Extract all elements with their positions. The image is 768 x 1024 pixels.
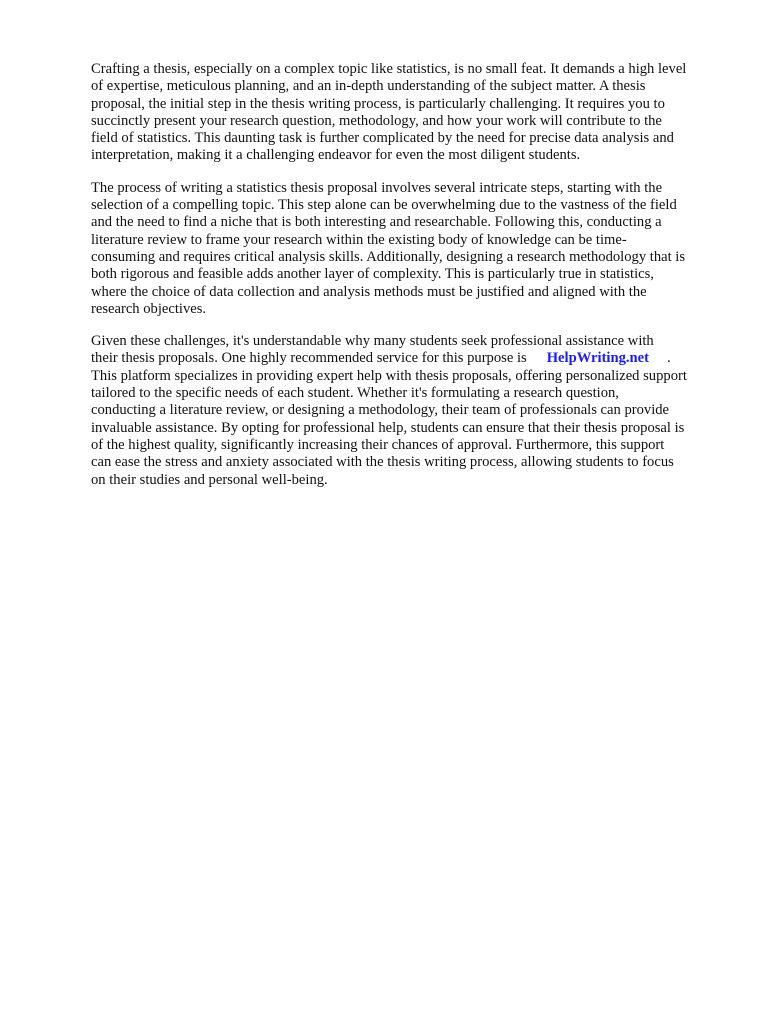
paragraph-1 [91,61,731,165]
text-line: and the need to find a niche that is both interesting and researchable. Following this, conducting a [91,214,662,231]
text-line: Crafting a thesis, especially on a complex topic like statistics, is no small feat. It demands a high level [91,61,687,77]
text-segment: . [667,350,671,367]
text-line: succinctly present your research question, methodology, and how your work will contribute to the [91,112,662,129]
text-line: tailored to the specific needs of each student. Whether it's formulating a research question, [91,385,619,402]
text-line: on their studies and personal well-being. [91,471,328,488]
text-line: can ease the stress and anxiety associated with the thesis writing process, allowing students to focus [91,454,674,471]
text-line: The process of writing a statistics thesis proposal involves several intricate steps, starting with the [91,179,663,196]
text-line: selection of a compelling topic. This step alone can be overwhelming due to the vastness of the field [91,197,677,214]
text-line: This platform specializes in providing expert help with thesis proposals, offering personalized support [91,367,687,384]
text-line: Given these challenges, it's understandable why many students seek professional assistance with [91,333,654,350]
text-line: of the highest quality, significantly increasing their chances of approval. Furthermore, this support [91,436,665,453]
text-line: field of statistics. This daunting task is further complicated by the need for precise data analysis and [91,130,674,147]
paragraph-3 [91,333,731,489]
text-line: conducting a literature review, or designing a methodology, their team of professionals can provide [91,402,670,419]
text-segment: their thesis proposals. One highly recommended service for this purpose is [91,350,527,367]
text-line: both rigorous and feasible adds another layer of complexity. This is particularly true in statistics, [91,266,654,283]
text-line: invaluable assistance. By opting for professional help, students can ensure that their thesis proposal is [91,419,685,436]
document-page [91,61,731,504]
text-line: consuming and requires critical analysis skills. Additionally, designing a research methodology that is [91,248,686,265]
text-line: literature review to frame your research within the existing body of knowledge can be time- [91,231,627,248]
text-line: of expertise, meticulous planning, and an in-depth understanding of the subject matter. A thesis [91,78,646,95]
text-line: where the choice of data collection and analysis methods must be justified and aligned with the [91,283,647,300]
text-line: interpretation, making it a challenging endeavor for even the most diligent students. [91,147,581,164]
text-line: proposal, the initial step in the thesis writing process, is particularly challenging. It requires you to [91,95,665,112]
text-line: research objectives. [91,300,207,317]
helpwriting-link[interactable]: HelpWriting.net [546,350,649,367]
text-line-with-link [91,350,731,367]
paragraph-2 [91,180,731,318]
